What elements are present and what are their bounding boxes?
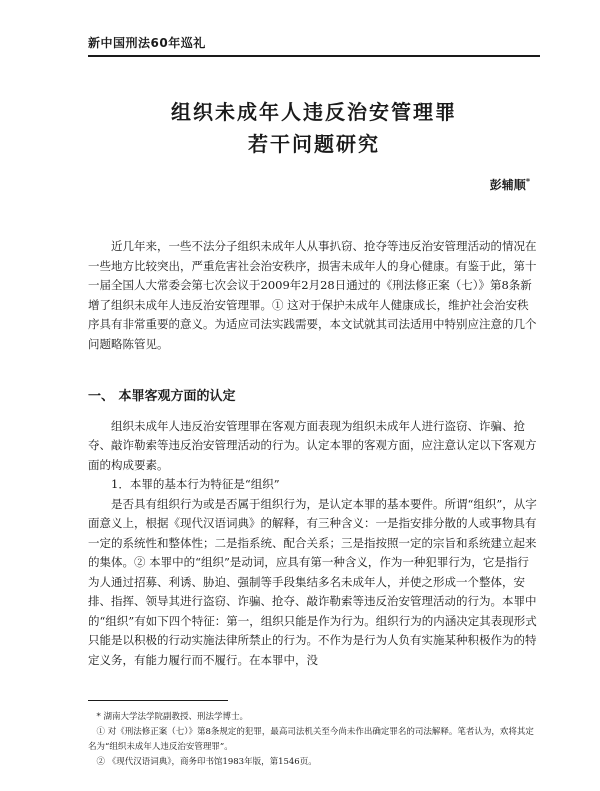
section-1-subheading-1: 1．本罪的基本行为特征是“组织” xyxy=(111,477,280,491)
intro-paragraph: 近几年来，一些不法分子组织未成年人从事扒窃、抢夺等违反治安管理活动的情况在一些地方比较突出，严重危害社会治安秩序，损害未成年人的身心健康。有鉴于此，第十一届全国人大常委会第七次会议于2009年2月28日通过的《刑法修正案（七）》第8条新增了组织未成年人违反治安管理罪。① 这对于保护未成年人健康成长，维护社会治安秩序具有非常重要的意义。为适应司法实践需要，本文试就其司法适用中特别应注意的几个问题略陈管见。 xyxy=(88,239,537,351)
footnote-2: ② 《现代汉语词典》，商务印书馆1983年版，第1546页。 xyxy=(96,757,317,767)
section-1-heading: 一、 本罪客观方面的认定 xyxy=(88,389,236,404)
article-title-line-1: 组织未成年人违反治安管理罪 xyxy=(171,100,457,124)
footnote-1 xyxy=(88,725,540,755)
footnote-1-text-b: 将其定名为“组织未成年人违反治安管理罪”。 xyxy=(88,727,534,752)
section-1-paragraph-2: 是否具有组织行为或是否属于组织行为，是认定本罪的基本要件。所谓“组织”，从字面意义上，根据《现代汉语词典》的解释，有三种含义：一是指安排分散的人或事物具有一定的系统性和整体性；二是指系统、配合关系；三是指按照一定的宗旨和系统建立起来的集体。② 本罪中的“组织”是动词，应具有第一种含义，作为一种犯罪行为，它是指行为人通过招募、利诱、胁迫、强制等手段集结多名未成年人，并使之形成一个整体，安排、指挥、领导其进行盗窃、诈骗、抢夺、敲诈勒索等违反治安管理活动的行为。本罪中的“组织”有如下四个特征：第一，组织只能是作为行为。组织行为的内涵决定其表现形式只能是以积极的行动实施法律所禁止的行为。不作为是行为人负有实施某种积极作为的特定义务，有能力履行而不履行。在本罪中，没 xyxy=(88,496,537,667)
footnote-1-text-a: ① 对《刑法修正案（七）》第8条规定的犯罪，最高司法机关至今尚未作出确定罪名的司法解释。笔者认为， xyxy=(96,727,500,737)
running-header: 新中国刑法60年巡礼 xyxy=(88,36,206,50)
intro-section xyxy=(88,237,540,354)
footnote-1-glyph: 欢 xyxy=(499,727,509,737)
section-1 xyxy=(88,387,540,670)
footnote-rule xyxy=(88,700,228,701)
header-rule xyxy=(88,55,540,57)
footnotes xyxy=(88,710,540,770)
footnote-author: * 湖南大学法学院副教授、刑法学博士。 xyxy=(96,712,248,722)
author-footnote-mark: * xyxy=(525,176,530,186)
article-title-line-2: 若干问题研究 xyxy=(248,132,380,156)
author-name: 彭辅顺 xyxy=(489,178,526,192)
section-1-paragraph-1: 组织未成年人违反治安管理罪在客观方面表现为组织未成年人进行盗窃、诈骗、抢夺、敲诈勒索等违反治安管理活动的行为。认定本罪的客观方面，应注意认定以下客观方面的构成要素。 xyxy=(88,418,537,472)
author-byline xyxy=(490,176,530,193)
